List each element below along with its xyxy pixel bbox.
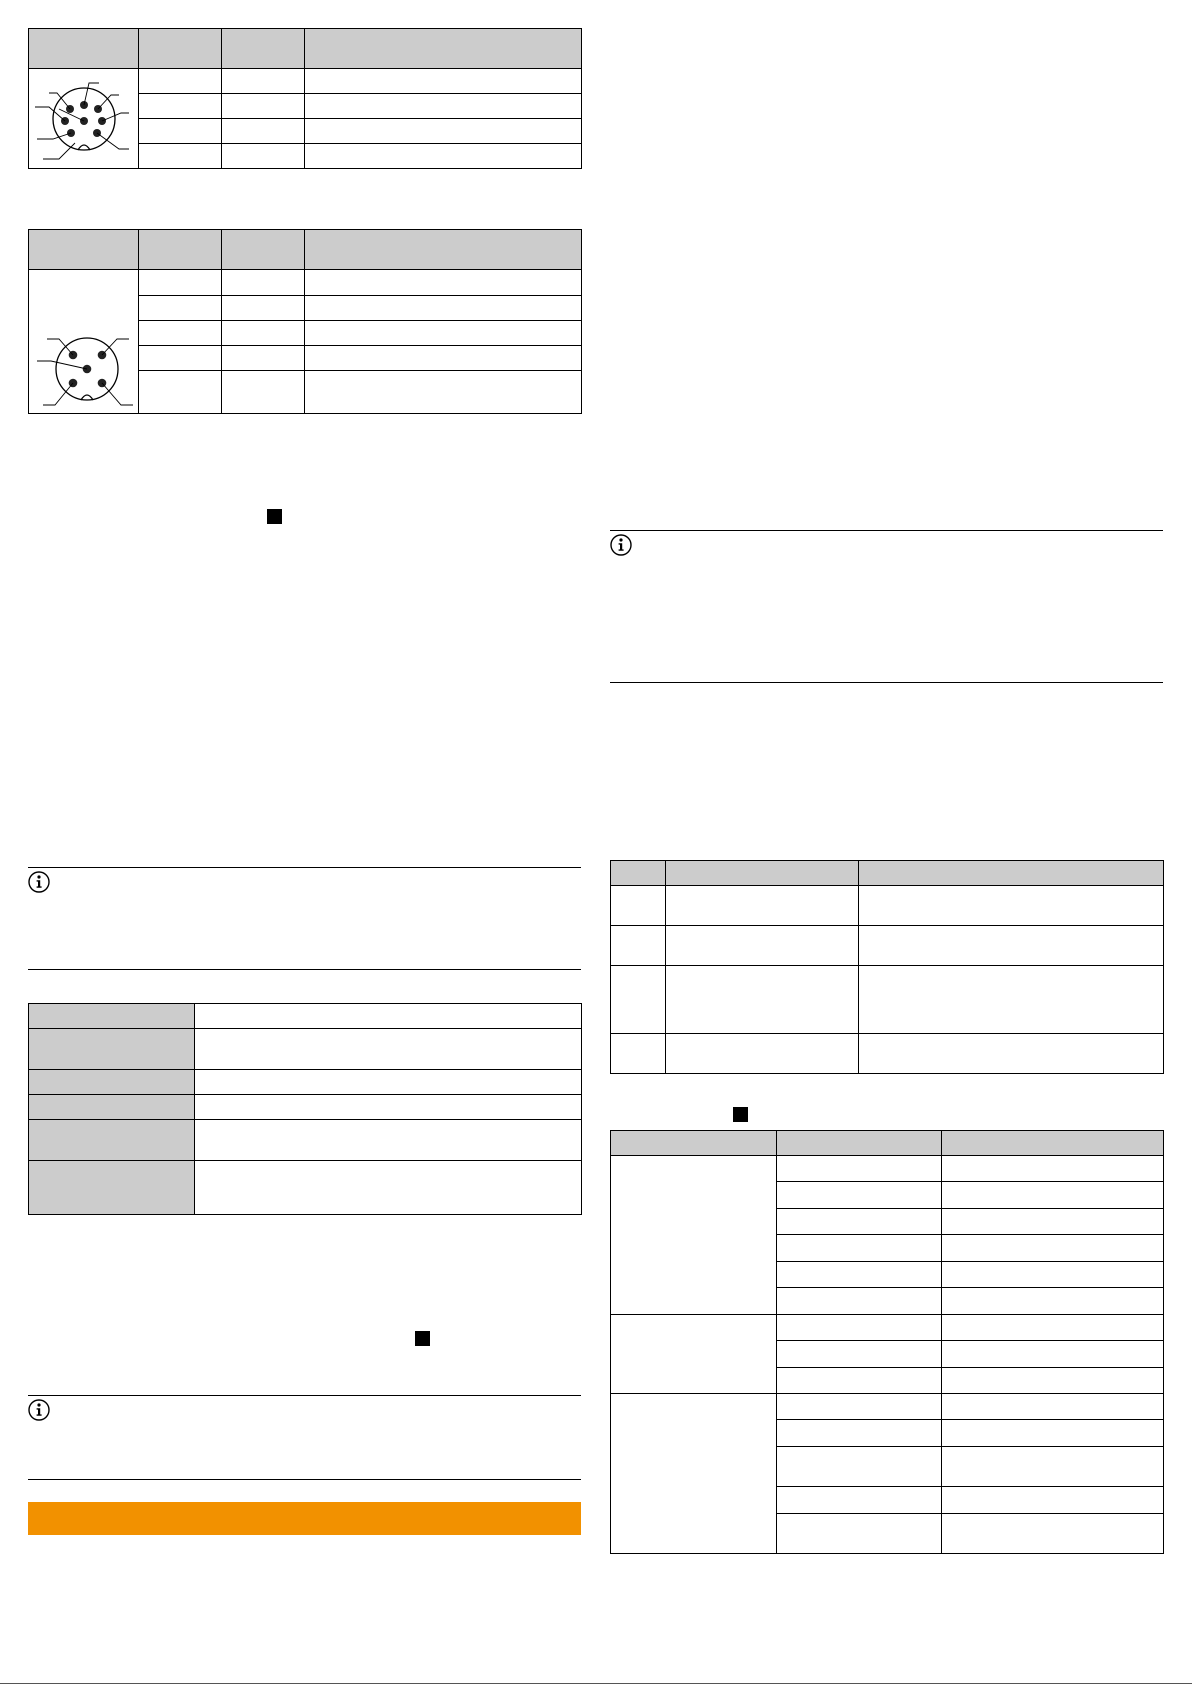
note-bottom-rule [610,682,1163,683]
table-row [29,1070,582,1095]
table-header-row [611,861,1164,886]
row-label-cell [29,1004,195,1029]
table-row [29,1161,582,1215]
info-icon [28,871,50,893]
table-row [29,1095,582,1120]
table-header-row [29,29,582,69]
row-label-cell [29,1029,195,1070]
m12-5-pin-connector-icon [29,323,137,413]
m12-8-pin-connector-icon [29,69,137,168]
group-cell [611,1315,777,1394]
row-value-cell [195,1161,582,1215]
note-top-rule [610,530,1163,531]
page-bottom-rule [0,1683,1192,1684]
note-top-rule [28,1395,581,1396]
header-cell [139,29,222,69]
group-cell [611,1156,777,1315]
table-row [29,270,582,296]
table-row [29,1004,582,1029]
table-header-row [611,1131,1164,1156]
row-value-cell [195,1029,582,1070]
black-square-marker-icon [733,1107,748,1122]
connector-diagram-cell [29,69,139,169]
header-cell [29,29,139,69]
table-row [611,1315,1164,1341]
table-row [611,1156,1164,1182]
header-cell [139,230,222,270]
note-top-rule [28,867,581,868]
group-cell [611,1394,777,1554]
header-cell [611,1131,777,1156]
header-cell [942,1131,1164,1156]
info-icon [28,1399,50,1421]
header-cell [222,29,305,69]
table-header-row [29,230,582,270]
note-bottom-rule [28,1479,581,1480]
pinout-table-8pin [28,28,582,169]
status-table [610,860,1164,1074]
black-square-marker-icon [267,509,282,524]
table-row [611,1394,1164,1420]
spec-table [28,1003,582,1215]
table-row [29,1120,582,1161]
table-row [611,1034,1164,1074]
row-label-cell [29,1120,195,1161]
row-label-cell [29,1161,195,1215]
note-bottom-rule [28,969,581,970]
row-value-cell [195,1004,582,1029]
table-row [611,966,1164,1034]
header-cell [777,1131,942,1156]
header-cell [611,861,666,886]
black-square-marker-icon [415,1331,430,1346]
row-label-cell [29,1095,195,1120]
table-row [611,886,1164,926]
grouped-table [610,1130,1164,1554]
header-cell [859,861,1164,886]
header-cell [222,230,305,270]
table-row [29,69,582,94]
table-row [29,1029,582,1070]
header-cell [666,861,859,886]
connector-diagram-cell [29,270,139,414]
table-row [611,926,1164,966]
pinout-table-5pin [28,229,582,414]
row-value-cell [195,1095,582,1120]
header-cell [29,230,139,270]
info-icon [610,534,632,556]
row-value-cell [195,1070,582,1095]
section-banner [28,1502,581,1535]
header-cell [305,230,582,270]
header-cell [305,29,582,69]
row-value-cell [195,1120,582,1161]
row-label-cell [29,1070,195,1095]
